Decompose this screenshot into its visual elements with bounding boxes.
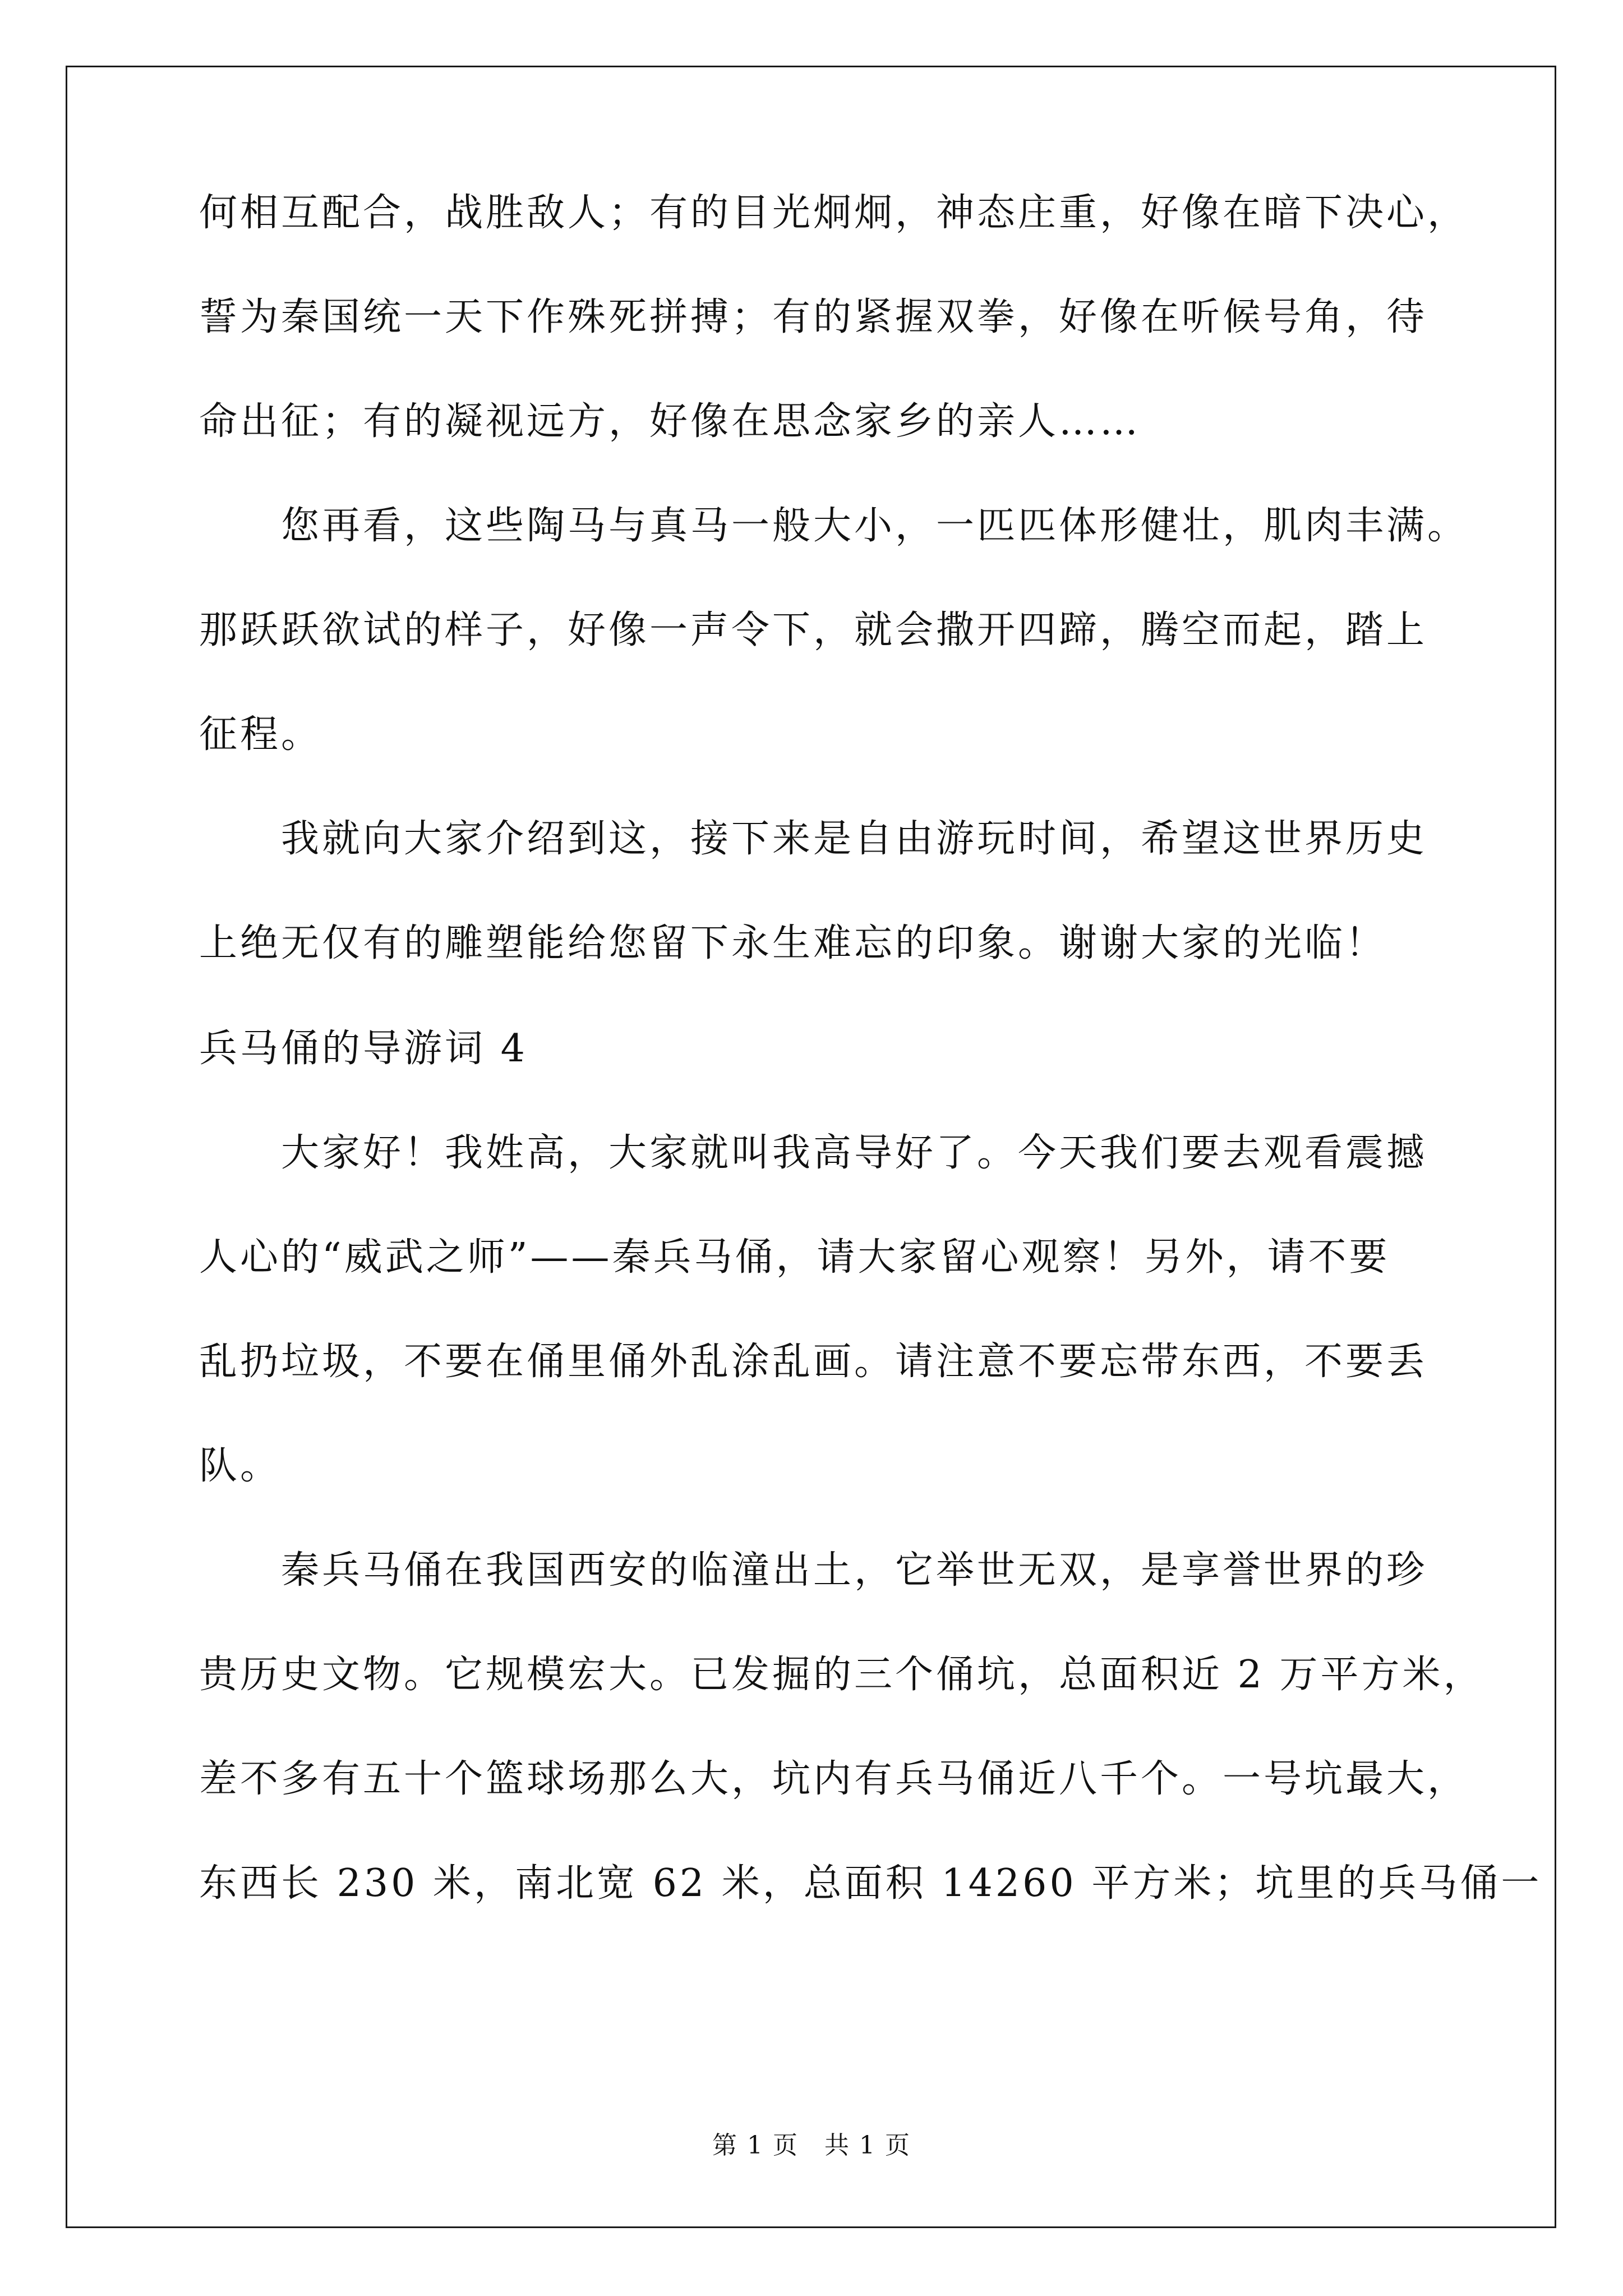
text-line: 誓为秦国统一天下作殊死拼搏；有的紧握双拳，好像在听候号角，待 [199,295,1428,339]
text-line: 征程。 [199,712,322,757]
text-line: 人心的“威武之师”——秦兵马俑，请大家留心观察！另外，请不要 [199,1235,1390,1280]
text-line: 差不多有五十个篮球场那么大，坑内有兵马俑近八千个。一号坑最大， [199,1757,1469,1801]
text-line: 乱扔垃圾，不要在俑里俑外乱涂乱画。请注意不要忘带东西，不要丢 [199,1340,1428,1384]
text-line: 队。 [199,1444,282,1488]
text-line: 那跃跃欲试的样子，好像一声令下，就会撒开四蹄，腾空而起，踏上 [199,608,1428,652]
text-line: 您再看，这些陶马与真马一般大小，一匹匹体形健壮，肌肉丰满。 [281,504,1469,548]
text-line: 东西长 230 米，南北宽 62 米，总面积 14260 平方米；坑里的兵马俑一 [199,1861,1542,1906]
text-line: 我就向大家介绍到这，接下来是自由游玩时间，希望这世界历史 [281,817,1428,861]
text-line: 命出征；有的凝视远方，好像在思念家乡的亲人…… [199,399,1141,444]
text-line: 大家好！我姓高，大家就叫我高导好了。今天我们要去观看震撼 [281,1131,1428,1175]
page-footer: 第 1 页 共 1 页 [712,2131,911,2160]
section-heading: 兵马俑的导游词 4 [199,1027,528,1071]
text-line: 秦兵马俑在我国西安的临潼出土，它举世无双，是享誉世界的珍 [281,1548,1428,1593]
text-line: 何相互配合，战胜敌人；有的目光炯炯，神态庄重，好像在暗下决心， [199,191,1469,235]
text-line: 贵历史文物。它规模宏大。已发掘的三个俑坑，总面积近 2 万平方米， [199,1653,1484,1697]
text-line: 上绝无仅有的雕塑能给您留下永生难忘的印象。谢谢大家的光临！ [199,921,1387,965]
